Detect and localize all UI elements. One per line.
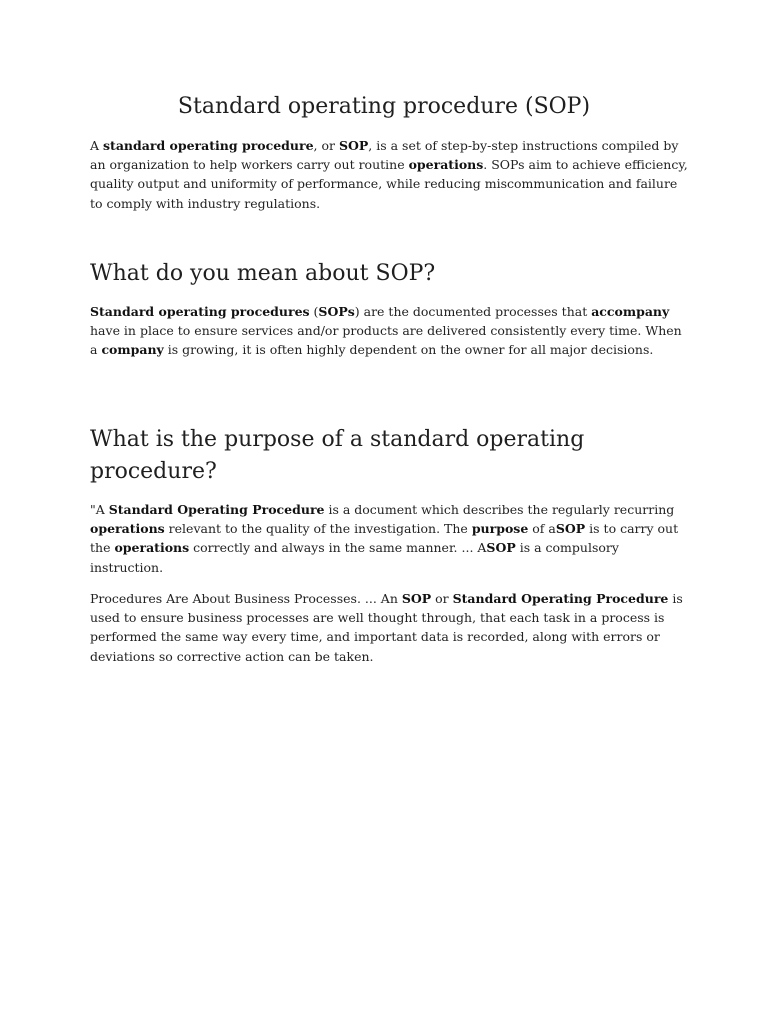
bold-term: SOP [555, 521, 586, 537]
text-run: relevant to the quality of the investigation. The [164, 521, 472, 537]
text-run: is a compulsory instruction. [90, 540, 619, 575]
section-heading-purpose: What is the purpose of a standard operating procedure? [90, 427, 585, 484]
bold-term: SOP [486, 540, 516, 556]
purpose-paragraph-2 [90, 589, 690, 666]
text-run: A [90, 138, 104, 153]
text-run: ( [309, 304, 319, 319]
text-run: is growing, it is often highly dependent on the owner for all major decisions. [163, 342, 654, 358]
bold-term: purpose [471, 521, 529, 537]
text-run: ) are the documented processes that [354, 304, 592, 319]
bold-term: operations [408, 157, 484, 173]
text-run: is to carry out the [90, 521, 679, 556]
section-heading-meaning: What do you mean about SOP? [90, 261, 436, 286]
bold-term: Standard operating procedures [90, 304, 310, 319]
bold-term: Standard Operating Procedure [108, 502, 325, 517]
text-run: of a [528, 521, 556, 537]
bold-term: company [101, 342, 164, 358]
bold-term: SOP [401, 591, 432, 606]
text-run: , is a set of step-by-step instructions compiled by an organization to help workers carry out routine [90, 138, 679, 173]
bold-term: operations [114, 540, 190, 556]
document-title: Standard operating procedure (SOP) [177, 94, 591, 119]
text-run: is a document which describes the regularly recurring [324, 502, 675, 517]
purpose-paragraph-1 [90, 500, 690, 577]
text-run: , or [313, 138, 339, 153]
text-run: correctly and always in the same manner. ... A [189, 540, 487, 556]
bold-term: Standard Operating Procedure [452, 591, 669, 606]
text-run: have in place to ensure services and/or products are delivered consistently every time. When a [90, 323, 682, 358]
bold-term: accompany [591, 304, 670, 319]
bold-term: standard operating procedure [103, 138, 314, 153]
bold-term: operations [90, 521, 165, 537]
intro-paragraph [90, 136, 690, 213]
meaning-paragraph [90, 302, 690, 360]
text-run: or [431, 591, 453, 606]
text-run: Procedures Are About Business Processes. ... An [90, 591, 402, 606]
text-run: . SOPs aim to achieve efficiency, quality output and uniformity of performance, while reducing miscommunication and failure to comply with industry regulations. [90, 157, 688, 211]
bold-term: SOPs [318, 304, 355, 319]
bold-term: SOP [338, 138, 369, 153]
text-run: is used to ensure business processes are well thought through, that each task in a process is performed the same way every time, and important data is recorded, along with errors or deviations so corrective action can be taken. [90, 591, 683, 664]
text-run: "A [90, 502, 109, 517]
